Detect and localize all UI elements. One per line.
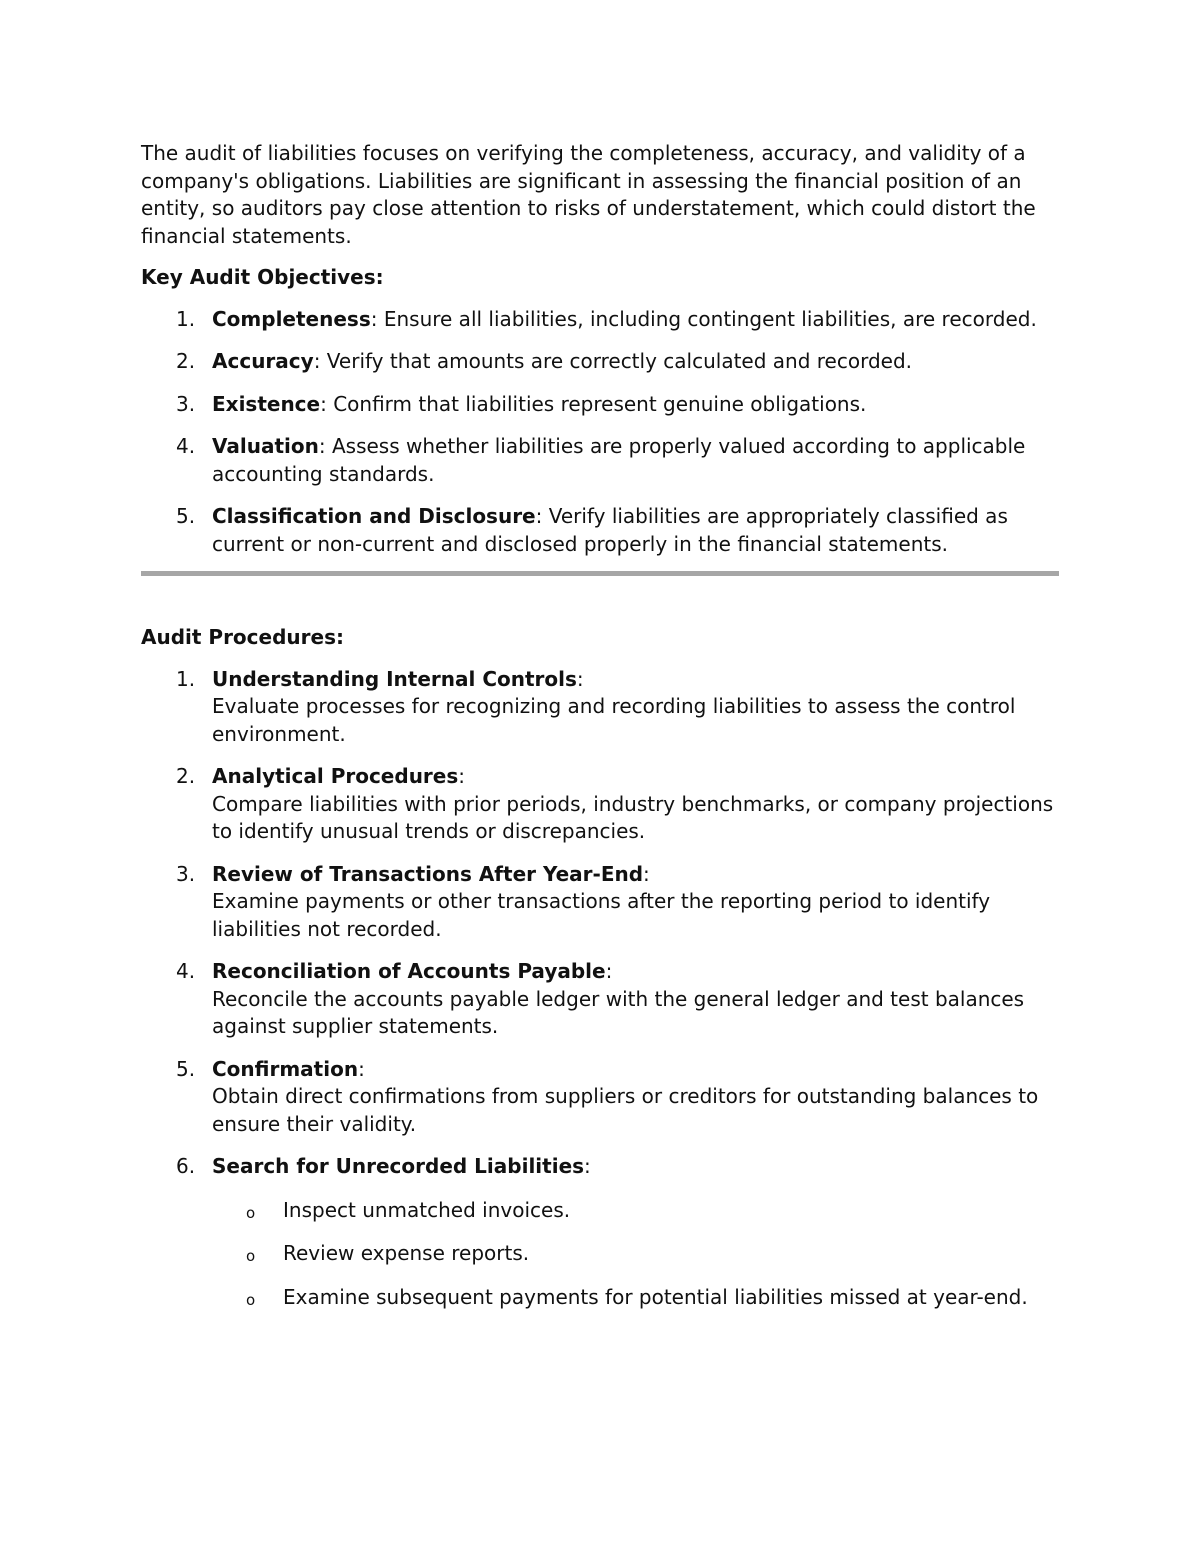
objective-text: : Ensure all liabilities, including contingent liabilities, are recorded. <box>370 306 1037 331</box>
sub-list-item <box>212 1240 1053 1268</box>
procedure-term: Reconciliation of Accounts Payable <box>212 959 606 983</box>
objective-item <box>141 503 1061 558</box>
list-number: 2. <box>176 349 196 373</box>
objective-text: : Assess whether liabilities are properly valued according to applicable accounting standards. <box>212 434 1026 486</box>
procedure-colon: : <box>358 1056 365 1081</box>
sub-list-item <box>212 1197 1053 1225</box>
procedure-text: Examine payments or other transactions after the reporting period to identify liabilities not recorded. <box>212 889 991 941</box>
list-number: 5. <box>176 504 196 528</box>
procedure-item <box>141 861 1061 944</box>
objectives-heading: Key Audit Objectives: <box>141 265 384 289</box>
objective-term: Valuation <box>212 434 319 458</box>
procedures-heading: Audit Procedures: <box>141 625 344 649</box>
objectives-list <box>141 306 1061 559</box>
objective-item <box>141 348 1061 376</box>
objective-text: : Verify that amounts are correctly calculated and recorded. <box>313 349 912 373</box>
objective-term: Classification and Disclosure <box>212 504 536 528</box>
procedure-item <box>141 1153 1061 1311</box>
procedure-term: Confirmation <box>212 1056 359 1081</box>
list-number: 3. <box>176 391 196 416</box>
circle-bullet-icon: o <box>246 1290 256 1309</box>
procedure-text: Evaluate processes for recognizing and recording liabilities to assess the control environment. <box>212 694 1016 746</box>
procedure-colon: : <box>458 764 466 788</box>
list-number: 3. <box>176 861 196 886</box>
procedure-item <box>141 666 1061 749</box>
procedure-colon: : <box>584 1154 591 1178</box>
sub-item-text: Inspect unmatched invoices. <box>283 1197 571 1222</box>
objective-term: Completeness <box>212 306 371 331</box>
procedure-colon: : <box>605 959 613 983</box>
procedure-text: Reconcile the accounts payable ledger with the general ledger and test balances against supplier statements. <box>212 986 1025 1038</box>
list-number: 6. <box>176 1154 196 1178</box>
procedure-item <box>141 763 1061 846</box>
procedure-term: Search for Unrecorded Liabilities <box>212 1154 585 1178</box>
objective-term: Accuracy <box>212 349 314 373</box>
objective-item <box>141 306 1061 334</box>
procedure-colon: : <box>576 666 584 691</box>
horizontal-divider <box>141 571 1059 576</box>
circle-bullet-icon: o <box>246 1247 256 1265</box>
list-number: 4. <box>176 959 196 983</box>
document-page <box>141 140 1061 1327</box>
list-number: 1. <box>176 306 196 331</box>
procedure-item <box>141 1056 1061 1139</box>
list-number: 4. <box>176 434 196 458</box>
sub-list-item <box>212 1284 1053 1312</box>
procedure-text: Obtain direct confirmations from suppliers or creditors for outstanding balances to ensure their validity. <box>212 1084 1039 1136</box>
sub-item-text: Examine subsequent payments for potential liabilities missed at year-end. <box>283 1284 1028 1309</box>
procedure-term: Understanding Internal Controls <box>212 666 577 691</box>
sub-list <box>212 1197 1061 1312</box>
procedure-text: Compare liabilities with prior periods, industry benchmarks, or company projections to identify unusual trends or discrepancies. <box>212 791 1054 843</box>
objective-text: : Confirm that liabilities represent genuine obligations. <box>320 391 867 416</box>
list-number: 1. <box>176 666 196 691</box>
list-number: 2. <box>176 764 196 788</box>
objective-term: Existence <box>212 391 321 416</box>
procedure-term: Review of Transactions After Year-End <box>212 861 644 886</box>
circle-bullet-icon: o <box>246 1203 256 1222</box>
procedures-list <box>141 666 1061 1312</box>
intro-paragraph: The audit of liabilities focuses on verifying the completeness, accuracy, and validity of a company's obligations. Liabilities are significant in assessing the financial position of an entity, so auditors pay close attention to risks of understatement, which could distort the financial statements. <box>141 141 1036 248</box>
objective-item <box>141 433 1061 488</box>
procedure-item <box>141 958 1061 1041</box>
objective-item <box>141 391 1061 419</box>
objective-text: : Verify liabilities are appropriately classified as current or non-current and disclosed properly in the financial statements. <box>212 504 1008 556</box>
procedure-colon: : <box>643 861 650 886</box>
procedure-term: Analytical Procedures <box>212 764 459 788</box>
list-number: 5. <box>176 1056 196 1081</box>
sub-item-text: Review expense reports. <box>283 1241 530 1265</box>
